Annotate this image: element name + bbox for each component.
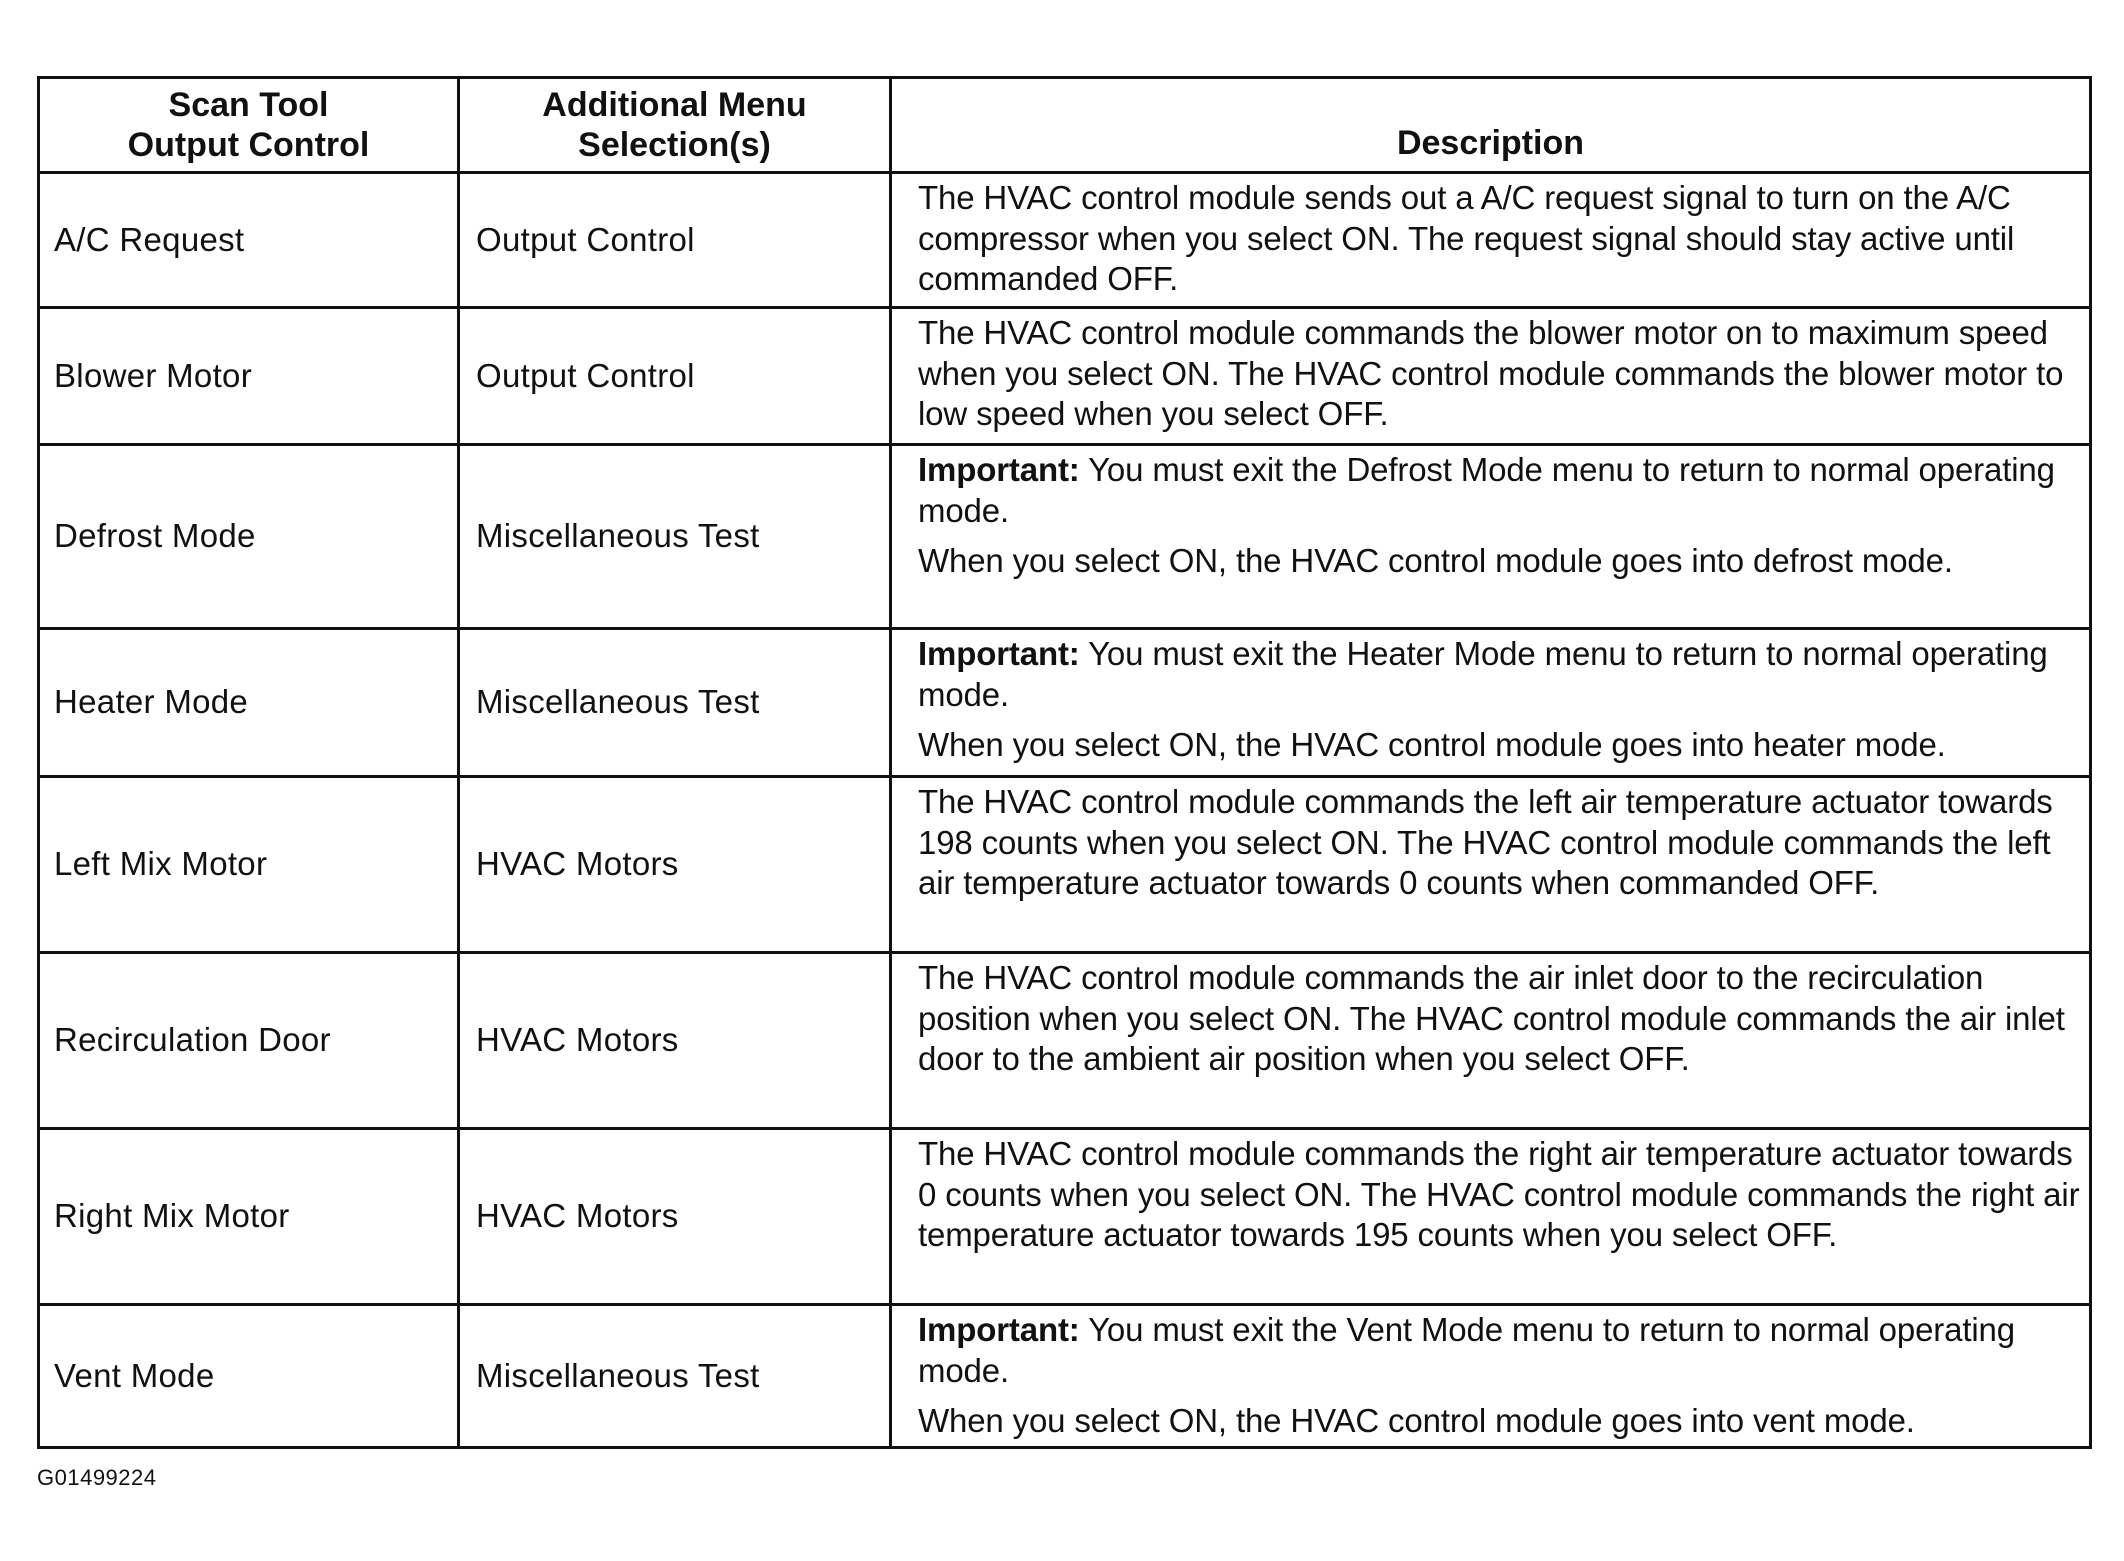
description-paragraph bbox=[918, 725, 2083, 766]
description-text: The HVAC control module commands the left air temperature actuator towards 198 counts when you select ON. The HVAC control module commands the left air temperature actuator towards 0 counts when commanded OFF. bbox=[918, 783, 2053, 901]
description-text: The HVAC control module commands the blower motor on to maximum speed when you select ON. The HVAC control module commands the blower motor to low speed when you select OFF. bbox=[918, 314, 2064, 432]
cell-menu-selection: Output Control bbox=[459, 173, 891, 308]
important-label: Important: bbox=[918, 635, 1080, 672]
important-label: Important: bbox=[918, 451, 1080, 488]
description-text: When you select ON, the HVAC control module goes into heater mode. bbox=[918, 726, 1946, 763]
cell-output-control: A/C Request bbox=[39, 173, 459, 308]
cell-description bbox=[891, 777, 2091, 953]
cell-description bbox=[891, 445, 2091, 629]
description-text: When you select ON, the HVAC control module goes into defrost mode. bbox=[918, 542, 1953, 579]
table-row bbox=[39, 1305, 2091, 1448]
description-paragraph bbox=[918, 541, 2083, 582]
cell-menu-selection: Miscellaneous Test bbox=[459, 1305, 891, 1448]
header-description: Description bbox=[891, 78, 2091, 173]
scan-tool-output-control-table bbox=[37, 76, 2092, 1449]
description-paragraph bbox=[918, 178, 2083, 300]
description-text: The HVAC control module commands the right air temperature actuator towards 0 counts when you select ON. The HVAC control module commands the right air temperature actuator towards 195 counts when you select OFF. bbox=[918, 1135, 2080, 1253]
cell-menu-selection: Miscellaneous Test bbox=[459, 629, 891, 777]
table-row bbox=[39, 953, 2091, 1129]
description-paragraph bbox=[918, 1401, 2083, 1442]
cell-menu-selection: HVAC Motors bbox=[459, 777, 891, 953]
description-paragraph bbox=[918, 313, 2083, 435]
cell-menu-selection: HVAC Motors bbox=[459, 1129, 891, 1305]
table-row bbox=[39, 173, 2091, 308]
cell-description bbox=[891, 629, 2091, 777]
description-text: You must exit the Heater Mode menu to return to normal operating mode. bbox=[918, 635, 2048, 713]
cell-menu-selection: Output Control bbox=[459, 308, 891, 445]
important-label: Important: bbox=[918, 1311, 1080, 1348]
cell-output-control: Blower Motor bbox=[39, 308, 459, 445]
header-line: Output Control bbox=[127, 126, 370, 164]
cell-description bbox=[891, 1129, 2091, 1305]
description-text: The HVAC control module sends out a A/C request signal to turn on the A/C compressor when you select ON. The request signal should stay active until commanded OFF. bbox=[918, 179, 2015, 297]
cell-menu-selection: HVAC Motors bbox=[459, 953, 891, 1129]
cell-description bbox=[891, 1305, 2091, 1448]
cell-output-control: Defrost Mode bbox=[39, 445, 459, 629]
description-paragraph bbox=[918, 782, 2083, 904]
cell-description bbox=[891, 308, 2091, 445]
description-text: When you select ON, the HVAC control module goes into vent mode. bbox=[918, 1402, 1915, 1439]
cell-output-control: Vent Mode bbox=[39, 1305, 459, 1448]
table-row bbox=[39, 308, 2091, 445]
header-line: Scan Tool bbox=[168, 86, 329, 124]
cell-menu-selection: Miscellaneous Test bbox=[459, 445, 891, 629]
table-row bbox=[39, 629, 2091, 777]
header-additional-menu-selections bbox=[459, 78, 891, 173]
cell-output-control: Right Mix Motor bbox=[39, 1129, 459, 1305]
description-paragraph bbox=[918, 958, 2083, 1080]
table-row bbox=[39, 1129, 2091, 1305]
description-paragraph bbox=[918, 1134, 2083, 1256]
header-line: Additional Menu bbox=[542, 86, 807, 124]
description-text: The HVAC control module commands the air inlet door to the recirculation position when you select ON. The HVAC control module commands the air inlet door to the ambient air position when you select OFF. bbox=[918, 959, 2065, 1077]
header-scan-tool-output-control bbox=[39, 78, 459, 173]
description-paragraph bbox=[918, 450, 2083, 531]
cell-output-control: Recirculation Door bbox=[39, 953, 459, 1129]
figure-id-label: G01499224 bbox=[37, 1465, 157, 1490]
description-text: You must exit the Defrost Mode menu to return to normal operating mode. bbox=[918, 451, 2055, 529]
cell-output-control: Heater Mode bbox=[39, 629, 459, 777]
header-line: Selection(s) bbox=[578, 126, 771, 164]
cell-description bbox=[891, 173, 2091, 308]
cell-description bbox=[891, 953, 2091, 1129]
description-paragraph bbox=[918, 1310, 2083, 1391]
description-paragraph bbox=[918, 634, 2083, 715]
table-header-row bbox=[39, 78, 2091, 173]
table-row bbox=[39, 445, 2091, 629]
table-row bbox=[39, 777, 2091, 953]
cell-output-control: Left Mix Motor bbox=[39, 777, 459, 953]
description-text: You must exit the Vent Mode menu to return to normal operating mode. bbox=[918, 1311, 2015, 1389]
